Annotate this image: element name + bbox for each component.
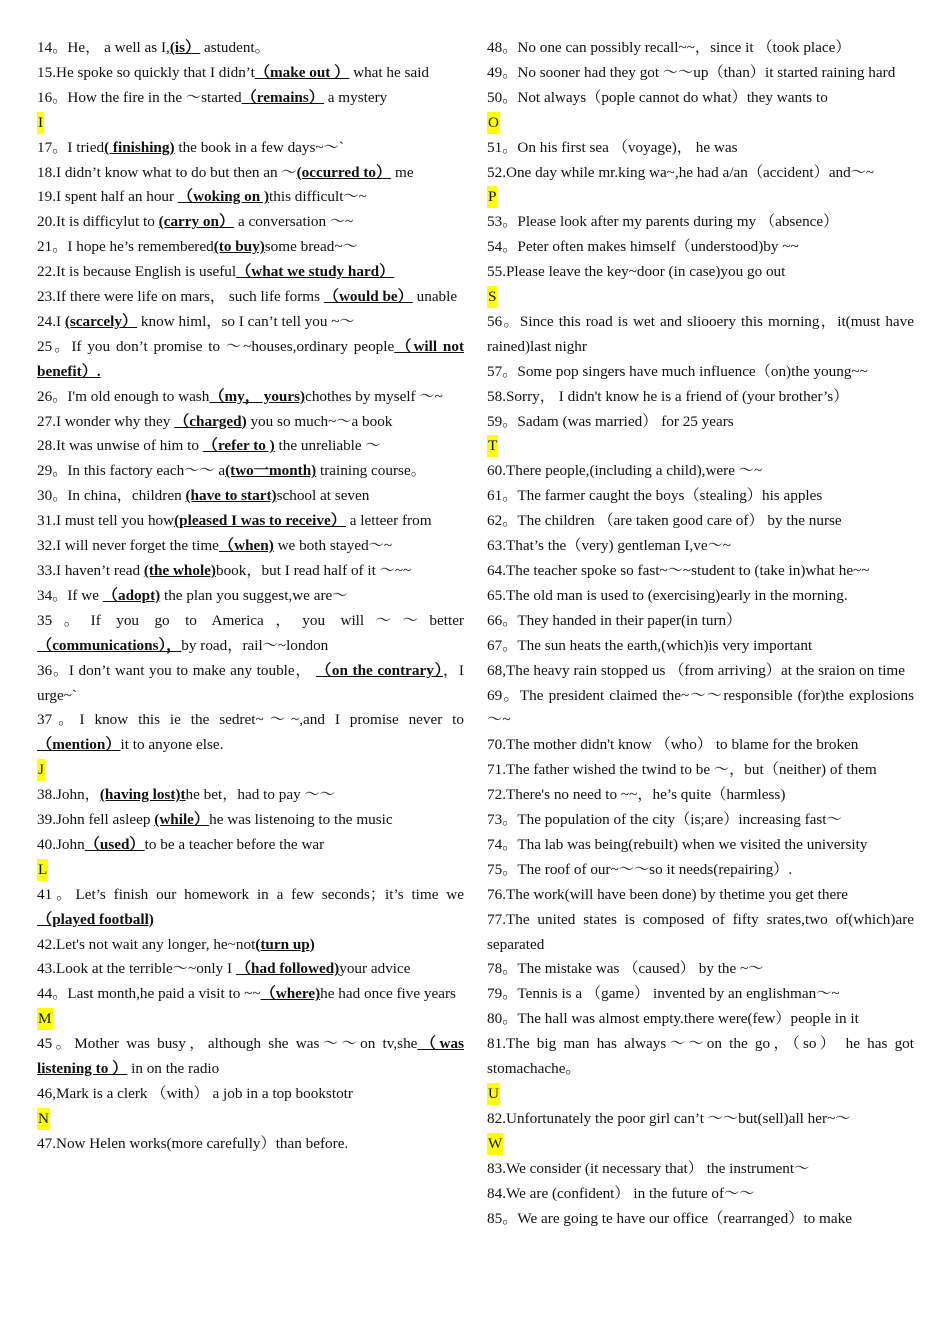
exercise-line bbox=[487, 36, 914, 61]
exercise-line bbox=[487, 1032, 914, 1082]
line-text: 35。If you go to America，you will～～better bbox=[37, 611, 464, 629]
exercise-line bbox=[487, 908, 914, 958]
exercise-line bbox=[487, 484, 914, 509]
line-text: 66。They handed in their paper(in turn） bbox=[487, 611, 742, 629]
exercise-line bbox=[487, 684, 914, 734]
section-letter-row bbox=[487, 1132, 914, 1157]
line-text: in on the radio bbox=[127, 1060, 220, 1078]
exercise-line bbox=[37, 509, 464, 534]
line-text: 57。Some pop singers have much influence（on)the young~~ bbox=[487, 362, 868, 380]
exercise-line bbox=[487, 883, 914, 908]
line-text: 70.The mother didn't know （who） to blame for the broken bbox=[487, 736, 859, 754]
line-text: school at seven bbox=[276, 487, 370, 505]
answer-text: （remains） bbox=[241, 88, 324, 106]
line-text: 81.The big man has always～～on the go，（so） he has got stomachache。 bbox=[487, 1035, 914, 1078]
answer-text: (turn up) bbox=[255, 935, 315, 953]
exercise-line bbox=[37, 609, 464, 659]
line-text: 22.It is because English is useful bbox=[37, 263, 237, 281]
line-text: a letteer from bbox=[345, 512, 432, 530]
answer-text: (two一month) bbox=[225, 462, 317, 480]
answer-text: （used） bbox=[84, 835, 145, 853]
exercise-line bbox=[37, 185, 464, 210]
exercise-line bbox=[37, 534, 464, 559]
answer-text: （had followed) bbox=[235, 960, 340, 978]
answer-text: (is） bbox=[169, 39, 201, 56]
line-text: 46,Mark is a clerk （with） a job in a top bookstotr bbox=[37, 1085, 353, 1102]
answer-text: （refer to ) bbox=[202, 437, 275, 455]
line-text: 39.John fell asleep bbox=[37, 811, 155, 829]
line-text: your advice bbox=[339, 960, 411, 978]
section-letter: J bbox=[37, 759, 45, 781]
answer-text: （would be） bbox=[323, 288, 413, 306]
line-text: ，I urge~` bbox=[37, 661, 464, 704]
exercise-line bbox=[487, 1007, 914, 1032]
line-text: 20.It is difficylut to bbox=[37, 213, 159, 231]
exercise-line bbox=[37, 982, 464, 1007]
line-text: you so much~～a book bbox=[246, 412, 393, 430]
exercise-line bbox=[487, 758, 914, 783]
line-text: me bbox=[391, 163, 414, 181]
line-text: the unreliable ～ bbox=[274, 437, 381, 455]
exercise-line bbox=[487, 609, 914, 634]
line-text: 42.Let's not wait any longer, he~not bbox=[37, 935, 256, 953]
answer-text: (have to start) bbox=[185, 487, 277, 505]
exercise-line bbox=[487, 136, 914, 161]
section-letter: L bbox=[37, 859, 48, 881]
exercise-line bbox=[487, 584, 914, 609]
line-text: we both stayed～~ bbox=[273, 537, 393, 555]
exercise-line bbox=[37, 659, 464, 709]
exercise-line bbox=[37, 833, 464, 858]
line-text: 48。No one can possibly recall~~，since it （took place） bbox=[487, 39, 851, 56]
exercise-line bbox=[487, 634, 914, 659]
line-text: 54。Peter often makes himself（understood)by ~~ bbox=[487, 238, 799, 256]
line-text: astudent。 bbox=[200, 39, 270, 56]
line-text: 17。I tried bbox=[37, 138, 105, 156]
exercise-line bbox=[487, 459, 914, 484]
line-text: 36。I don’t want you to make any touble， bbox=[37, 661, 316, 679]
exercise-line bbox=[37, 86, 464, 111]
line-text: 85。We are going te have our office（rearranged）to make bbox=[487, 1209, 852, 1227]
section-letter-row bbox=[487, 434, 914, 459]
section-letter: S bbox=[487, 286, 497, 308]
line-text: some bread~～ bbox=[264, 238, 358, 256]
line-text: 84.We are (confident） in the future of～～ bbox=[487, 1184, 755, 1202]
exercise-line bbox=[37, 161, 464, 186]
exercise-line bbox=[37, 36, 464, 61]
section-letter-row bbox=[37, 1107, 464, 1132]
line-text: 38.John， bbox=[37, 786, 100, 804]
line-text: it to anyone else. bbox=[120, 736, 224, 754]
line-text: 44。Last month,he paid a visit to ~~ bbox=[37, 985, 261, 1003]
line-text: 72.There's no need to ~~，he’s quite（harmless) bbox=[487, 786, 786, 804]
exercise-line bbox=[487, 659, 914, 684]
section-letter-row bbox=[487, 111, 914, 136]
exercise-line bbox=[37, 883, 464, 933]
line-text: book，but I read half of it ～~~ bbox=[215, 562, 412, 580]
left-column bbox=[37, 36, 464, 1157]
line-text: training course。 bbox=[316, 462, 426, 480]
line-text: 23.If there were life on mars， such life forms bbox=[37, 288, 324, 306]
line-text: a conversation ～~ bbox=[234, 213, 354, 231]
answer-text: （played football) bbox=[37, 910, 154, 928]
line-text: 26。I'm old enough to wash bbox=[37, 387, 210, 405]
exercise-line bbox=[37, 783, 464, 808]
line-text: 74。Tha lab was being(rebuilt) when we visited the university bbox=[487, 835, 868, 853]
line-text: 60.There people,(including a child),were ～~ bbox=[487, 462, 763, 480]
section-letter: P bbox=[487, 186, 497, 208]
line-text: 19.I spent half an hour bbox=[37, 188, 178, 206]
exercise-line bbox=[37, 808, 464, 833]
line-text: 30。In china，children bbox=[37, 487, 186, 505]
line-text: to be a teacher before the war bbox=[144, 835, 325, 853]
line-text: 80。The hall was almost empty.there were(few）people in it bbox=[487, 1010, 859, 1028]
line-text: 29。In this factory each～～ a bbox=[37, 462, 226, 480]
right-column bbox=[487, 36, 914, 1231]
line-text: 77.The united states is composed of fifty srates,two of(which)are separated bbox=[487, 910, 914, 953]
line-text: 67。The sun heats the earth,(which)is very important bbox=[487, 636, 813, 654]
answer-text: （communications）， bbox=[37, 636, 182, 654]
line-text: 43.Look at the terrible～~only I bbox=[37, 960, 236, 978]
exercise-line bbox=[487, 982, 914, 1007]
line-text: 24.I bbox=[37, 312, 65, 330]
line-text: the book in a few days~～` bbox=[174, 138, 344, 156]
exercise-line bbox=[487, 1182, 914, 1207]
answer-text: (the whole) bbox=[143, 562, 216, 580]
exercise-line bbox=[487, 410, 914, 435]
line-text: 31.I must tell you how bbox=[37, 512, 175, 530]
answer-text: （when) bbox=[218, 537, 274, 555]
exercise-line bbox=[487, 957, 914, 982]
line-text: 50。Not always（pople cannot do what）they wants to bbox=[487, 88, 828, 106]
line-text: unable bbox=[412, 288, 458, 306]
line-text: know himl，so I can’t tell you ~～ bbox=[137, 312, 355, 330]
line-text: 55.Please leave the key~door (in case)you go out bbox=[487, 263, 786, 281]
section-letter: I bbox=[37, 112, 44, 134]
line-text: chothes by myself ～~ bbox=[305, 387, 443, 405]
exercise-line bbox=[487, 733, 914, 758]
line-text: 68,The heavy rain stopped us （from arriving）at the sraion on time bbox=[487, 661, 905, 679]
exercise-line bbox=[37, 434, 464, 459]
answer-text: (having lost)t bbox=[99, 786, 186, 804]
answer-text: （on the contrary） bbox=[315, 661, 443, 679]
exercise-line bbox=[37, 1082, 464, 1107]
exercise-line bbox=[487, 833, 914, 858]
exercise-line bbox=[487, 534, 914, 559]
line-text: the plan you suggest,we are～ bbox=[160, 586, 348, 604]
line-text: 56。Since this road is wet and sliooery this morning，it(must have rained)last nighr bbox=[487, 312, 914, 355]
line-text: 82.Unfortunately the poor girl can’t ～～but(sell)all her~～ bbox=[487, 1109, 851, 1127]
line-text: 45。Mother was busy，although she was～～on tv,she bbox=[37, 1035, 418, 1053]
exercise-line bbox=[37, 285, 464, 310]
exercise-line bbox=[37, 210, 464, 235]
section-letter-row bbox=[487, 1082, 914, 1107]
answer-text: （my， yours) bbox=[209, 387, 306, 405]
exercise-line bbox=[487, 310, 914, 360]
line-text: a mystery bbox=[323, 88, 388, 106]
line-text: 73。The population of the city（is;are）increasing fast～ bbox=[487, 811, 842, 829]
section-letter: N bbox=[37, 1108, 50, 1130]
exercise-line bbox=[487, 808, 914, 833]
answer-text: (scarcely） bbox=[64, 312, 138, 330]
answer-text: （woking on ) bbox=[177, 188, 270, 206]
line-text: 75。The roof of our~～～so it needs(repairing）. bbox=[487, 860, 793, 878]
line-text: 21。I hope he’s remembered bbox=[37, 238, 214, 256]
line-text: 41。Let’s finish our homework in a few seconds；it’s time we bbox=[37, 885, 464, 903]
line-text: this difficult～~ bbox=[269, 188, 367, 206]
exercise-line bbox=[37, 559, 464, 584]
section-letter: O bbox=[487, 112, 500, 134]
line-text: 47.Now Helen works(more carefully）than before. bbox=[37, 1134, 349, 1152]
line-text: 79。Tennis is a （game） invented by an englishman～~ bbox=[487, 985, 840, 1003]
line-text: 40.John bbox=[37, 835, 85, 853]
exercise-line bbox=[487, 235, 914, 260]
section-letter-row bbox=[487, 185, 914, 210]
section-letter-row bbox=[37, 858, 464, 883]
line-text: 33.I haven’t read bbox=[37, 562, 144, 580]
line-text: 62。The children （are taken good care of） by the nurse bbox=[487, 512, 842, 530]
line-text: he had once five years bbox=[320, 985, 456, 1003]
answer-text: (pleased I was to receive） bbox=[174, 512, 346, 530]
answer-text: (while） bbox=[154, 811, 210, 829]
exercise-line bbox=[37, 1032, 464, 1082]
line-text: he bet，had to pay ～～ bbox=[185, 786, 335, 804]
line-text: 14。He， a well as I, bbox=[37, 39, 170, 56]
line-text: 16。How the fire in the ～started bbox=[37, 88, 242, 106]
section-letter-row bbox=[487, 285, 914, 310]
exercise-line bbox=[37, 933, 464, 958]
answer-text: （make out ） bbox=[254, 63, 350, 81]
line-text: 27.I wonder why they bbox=[37, 412, 175, 430]
line-text: 37。I know this ie the sedret~～~,and I promise never to bbox=[37, 711, 464, 729]
line-text: 76.The work(will have been done) by thetime you get there bbox=[487, 885, 849, 903]
exercise-line bbox=[37, 61, 464, 86]
answer-text: （will not benefit）. bbox=[37, 337, 464, 380]
line-text: 65.The old man is used to (exercising)early in the morning. bbox=[487, 586, 848, 604]
answer-text: （what we study hard） bbox=[236, 263, 395, 281]
exercise-line bbox=[37, 235, 464, 260]
exercise-line bbox=[487, 360, 914, 385]
section-letter: U bbox=[487, 1083, 500, 1105]
line-text: 52.One day while mr.king wa~,he had a/an（accident）and～~ bbox=[487, 163, 875, 181]
line-text: 63.That’s the（very) gentleman I,ve～~ bbox=[487, 537, 731, 555]
line-text: 78。The mistake was （caused） by the ~～ bbox=[487, 960, 764, 978]
exercise-line bbox=[37, 584, 464, 609]
line-text: 25。If you don’t promise to ～~houses,ordinary people bbox=[37, 337, 395, 355]
exercise-line bbox=[37, 957, 464, 982]
exercise-line bbox=[37, 136, 464, 161]
line-text: 58.Sorry， I didn't know he is a friend of (your brother’s） bbox=[487, 387, 849, 405]
line-text: 59。Sadam (was married） for 25 years bbox=[487, 412, 734, 430]
section-letter-row bbox=[37, 111, 464, 136]
section-letter: W bbox=[487, 1133, 503, 1155]
answer-text: （charged) bbox=[174, 412, 247, 430]
line-text: he was listenoing to the music bbox=[209, 811, 393, 829]
section-letter-row bbox=[37, 1007, 464, 1032]
answer-text: (occurred to） bbox=[296, 163, 392, 181]
line-text: 71.The father wished the twind to be ～，but（neither) of them bbox=[487, 761, 877, 779]
line-text: what he said bbox=[349, 63, 430, 81]
exercise-line bbox=[37, 708, 464, 758]
exercise-line bbox=[487, 161, 914, 186]
line-text: 51。On his first sea （voyage)， he was bbox=[487, 138, 738, 156]
answer-text: （adopt) bbox=[102, 586, 161, 604]
exercise-line bbox=[487, 86, 914, 111]
exercise-line bbox=[487, 1157, 914, 1182]
line-text: 18.I didn’t know what to do but then an ～ bbox=[37, 163, 297, 181]
exercise-line bbox=[487, 509, 914, 534]
answer-text: (carry on） bbox=[158, 213, 235, 231]
exercise-line bbox=[37, 410, 464, 435]
answer-text: ( finishing) bbox=[104, 138, 175, 156]
section-letter: M bbox=[37, 1008, 53, 1030]
exercise-line bbox=[37, 385, 464, 410]
exercise-line bbox=[37, 335, 464, 385]
line-text: 83.We consider (it necessary that） the instrument～ bbox=[487, 1159, 810, 1177]
exercise-line bbox=[37, 484, 464, 509]
exercise-line bbox=[487, 783, 914, 808]
exercise-line bbox=[487, 1107, 914, 1132]
line-text: 32.I will never forget the time bbox=[37, 537, 219, 555]
exercise-line bbox=[487, 260, 914, 285]
exercise-line bbox=[37, 459, 464, 484]
section-letter-row bbox=[37, 758, 464, 783]
line-text: 69。The president claimed the~～～responsible (for)the explosions～~ bbox=[487, 686, 914, 729]
line-text: 34。If we bbox=[37, 586, 103, 604]
section-letter: T bbox=[487, 435, 498, 457]
answer-text: （mention） bbox=[37, 736, 121, 754]
answer-text: （where) bbox=[260, 985, 321, 1003]
answer-text: (to buy) bbox=[213, 238, 265, 256]
line-text: 61。The farmer caught the boys（stealing）his apples bbox=[487, 487, 823, 505]
line-text: 28.It was unwise of him to bbox=[37, 437, 203, 455]
exercise-line bbox=[487, 210, 914, 235]
answer-text: （was listening to ） bbox=[37, 1035, 464, 1078]
line-text: 64.The teacher spoke so fast~～~student to (take in)what he~~ bbox=[487, 561, 870, 579]
exercise-line bbox=[487, 559, 914, 584]
exercise-line bbox=[487, 385, 914, 410]
line-text: 15.He spoke so quickly that I didn’t bbox=[37, 63, 255, 81]
line-text: 49。No sooner had they got ～～up（than）it started raining hard bbox=[487, 63, 896, 81]
exercise-line bbox=[37, 1132, 464, 1157]
exercise-line bbox=[37, 310, 464, 335]
exercise-line bbox=[487, 858, 914, 883]
line-text: by road，rail～~london bbox=[181, 636, 329, 654]
line-text: 53。Please look after my parents during my （absence） bbox=[487, 213, 839, 231]
exercise-line bbox=[487, 1207, 914, 1232]
exercise-line bbox=[37, 260, 464, 285]
exercise-line bbox=[487, 61, 914, 86]
